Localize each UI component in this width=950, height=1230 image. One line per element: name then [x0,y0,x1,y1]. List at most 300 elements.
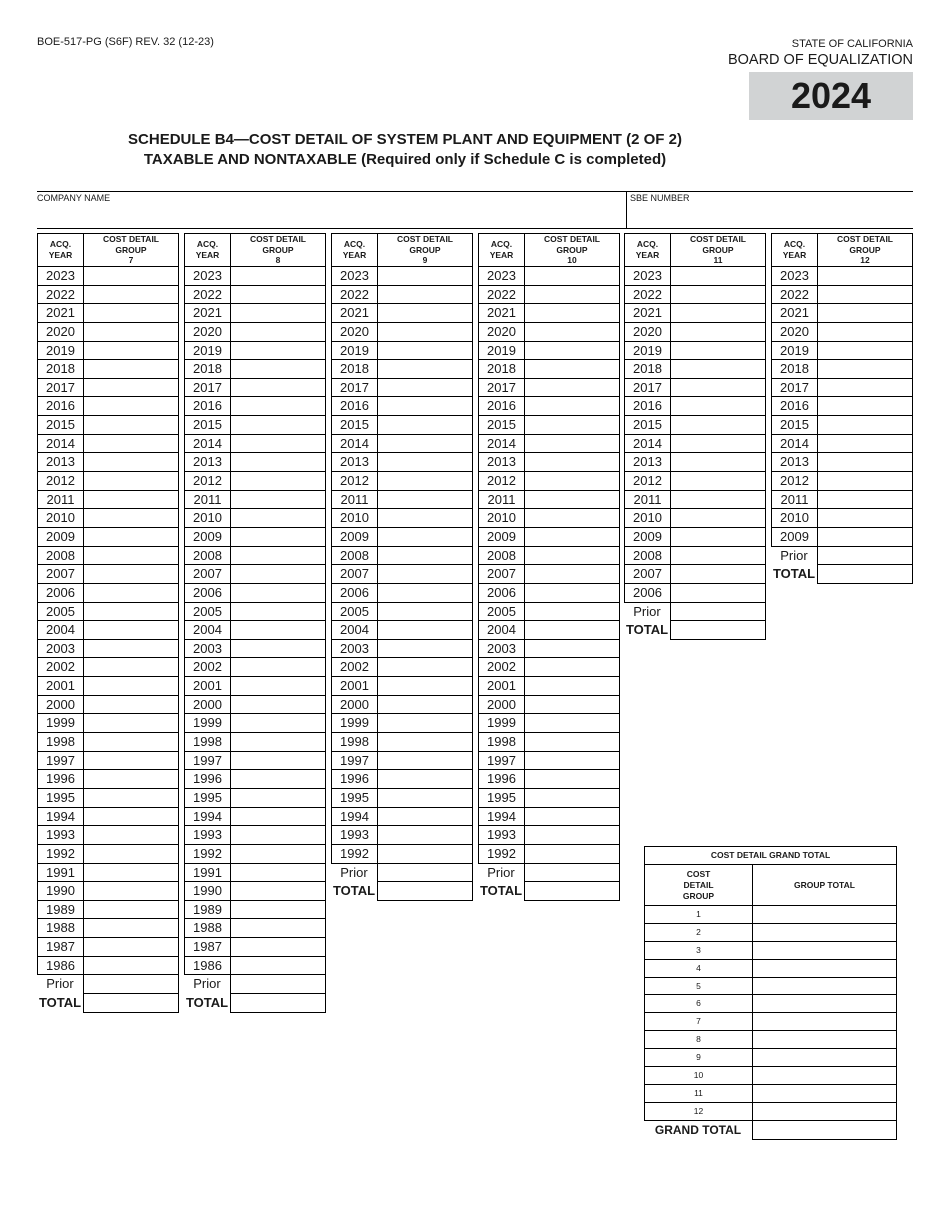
cost-input-cell[interactable] [83,919,179,938]
group-total-input[interactable] [752,1103,897,1121]
cost-input-cell[interactable] [83,323,179,342]
cost-input-cell[interactable] [230,845,326,864]
cost-input-cell[interactable] [524,360,620,379]
cost-input-cell[interactable] [230,677,326,696]
cost-input-cell[interactable] [670,491,766,510]
cost-input-cell[interactable] [377,677,473,696]
cost-input-cell[interactable] [524,323,620,342]
cost-input-cell[interactable] [817,491,913,510]
cost-input-cell[interactable] [230,528,326,547]
cost-input-cell[interactable] [377,491,473,510]
group-total-input[interactable] [752,1085,897,1103]
cost-input-cell[interactable] [83,752,179,771]
year-row [184,957,326,976]
cost-input-cell[interactable] [230,957,326,976]
total-input-cell[interactable] [83,994,179,1013]
acq-year-cell: 1996 [184,770,230,789]
cost-input-cell[interactable] [377,603,473,622]
acq-year-cell: 2016 [771,397,817,416]
cost-input-cell[interactable] [377,808,473,827]
cost-input-cell[interactable] [230,733,326,752]
grand-total-input[interactable] [752,1121,897,1140]
year-row [184,714,326,733]
cost-input-cell[interactable] [83,733,179,752]
cost-input-cell[interactable] [524,584,620,603]
acq-year-cell: 2023 [624,267,670,286]
cost-input-cell[interactable] [83,565,179,584]
year-row [37,658,179,677]
prior-input-cell[interactable] [817,547,913,566]
acq-year-cell: 2016 [624,397,670,416]
cost-input-cell[interactable] [524,789,620,808]
cost-input-cell[interactable] [230,621,326,640]
acq-year-cell: 2016 [478,397,524,416]
acq-year-cell: 1998 [331,733,377,752]
cost-input-cell[interactable] [377,658,473,677]
acq-year-cell: 2005 [478,603,524,622]
acq-year-cell: 2018 [184,360,230,379]
total-input-cell[interactable] [524,882,620,901]
cost-input-cell[interactable] [817,286,913,305]
cost-input-cell[interactable] [83,267,179,286]
cost-input-cell[interactable] [377,416,473,435]
cost-input-cell[interactable] [524,565,620,584]
cost-input-cell[interactable] [524,379,620,398]
year-row [37,789,179,808]
cost-input-cell[interactable] [83,397,179,416]
cost-input-cell[interactable] [83,901,179,920]
cost-input-cell[interactable] [83,547,179,566]
group-total-input[interactable] [752,1031,897,1049]
year-row [478,658,620,677]
cost-input-cell[interactable] [230,752,326,771]
year-row [331,509,473,528]
cost-input-cell[interactable] [524,603,620,622]
cost-input-cell[interactable] [670,528,766,547]
prior-label: Prior [340,864,368,880]
year-row [37,864,179,883]
cost-input-cell[interactable] [817,416,913,435]
cost-input-cell[interactable] [524,453,620,472]
prior-input-cell[interactable] [670,603,766,622]
cost-input-cell[interactable] [817,453,913,472]
cost-input-cell[interactable] [377,752,473,771]
cost-input-cell[interactable] [230,360,326,379]
group-number: 7 [128,255,134,266]
acq-year-cell: 2007 [331,565,377,584]
year-row [37,547,179,566]
year-row [771,491,913,510]
grand-total-row [644,960,897,978]
year-row [478,342,620,361]
prior-input-cell[interactable] [230,975,326,994]
cost-input-cell[interactable] [83,379,179,398]
year-row [37,677,179,696]
acq-year-cell: 1990 [184,882,230,901]
year-row [37,528,179,547]
group-total-input[interactable] [752,995,897,1013]
cost-input-cell[interactable] [670,453,766,472]
cost-input-cell[interactable] [524,696,620,715]
acq-year-cell: 2002 [37,658,83,677]
group-label: GROUP [115,244,147,255]
acq-year-header-text [196,239,220,261]
total-input-cell[interactable] [230,994,326,1013]
year-row [771,342,913,361]
year-row [184,658,326,677]
cost-input-cell[interactable] [524,714,620,733]
cost-input-cell[interactable] [83,714,179,733]
cost-input-cell[interactable] [524,547,620,566]
cost-input-cell[interactable] [83,938,179,957]
cost-input-cell[interactable] [230,379,326,398]
acq-year-cell: 2002 [184,658,230,677]
year-row [771,397,913,416]
cost-input-cell[interactable] [230,808,326,827]
year-row [771,453,913,472]
cost-input-cell[interactable] [230,323,326,342]
year-row [37,584,179,603]
cost-input-cell[interactable] [670,416,766,435]
acq-year-cell: 2015 [184,416,230,435]
cost-input-cell[interactable] [377,565,473,584]
cost-input-cell[interactable] [670,397,766,416]
acq-year-header [478,233,524,267]
cost-input-cell[interactable] [524,304,620,323]
cost-input-cell[interactable] [670,509,766,528]
acq-year-cell: 2022 [478,286,524,305]
cost-input-cell[interactable] [230,435,326,454]
year-row [37,286,179,305]
acq-year-header-text [783,239,807,261]
cost-input-cell[interactable] [817,323,913,342]
cost-input-cell[interactable] [83,509,179,528]
cost-input-cell[interactable] [670,379,766,398]
acq-year-cell: 1995 [37,789,83,808]
year-row [37,416,179,435]
cost-input-cell[interactable] [230,547,326,566]
cost-input-cell[interactable] [83,304,179,323]
cost-input-cell[interactable] [230,416,326,435]
cost-input-cell[interactable] [377,714,473,733]
acq-year-cell: 2005 [331,603,377,622]
acq-year-cell: 2007 [37,565,83,584]
acq-year-cell: 1995 [478,789,524,808]
acq-year-cell: 2021 [624,304,670,323]
year-row [331,677,473,696]
cost-input-cell[interactable] [377,640,473,659]
cost-input-cell[interactable] [377,304,473,323]
acq-year-cell: 2018 [331,360,377,379]
cost-detail-group-header [644,865,752,906]
cost-input-cell[interactable] [817,342,913,361]
year-row [478,286,620,305]
acq-year-cell: 2023 [771,267,817,286]
acq-year-cell: 2017 [37,379,83,398]
cost-input-cell[interactable] [524,342,620,361]
acq-year-cell: 2010 [331,509,377,528]
cost-input-cell[interactable] [83,696,179,715]
group-total-input[interactable] [752,978,897,996]
cost-input-cell[interactable] [524,435,620,454]
cost-input-cell[interactable] [230,584,326,603]
cost-input-cell[interactable] [524,528,620,547]
cost-input-cell[interactable] [230,826,326,845]
cost-input-cell[interactable] [377,453,473,472]
cost-detail-label: COST DETAIL [836,234,894,245]
cost-input-cell[interactable] [524,621,620,640]
cost-input-cell[interactable] [817,267,913,286]
cost-input-cell[interactable] [817,435,913,454]
cost-input-cell[interactable] [83,882,179,901]
cost-input-cell[interactable] [377,472,473,491]
cost-input-cell[interactable] [377,323,473,342]
prior-input-cell[interactable] [524,864,620,883]
cost-input-cell[interactable] [83,491,179,510]
cost-input-cell[interactable] [377,770,473,789]
cost-input-cell[interactable] [230,882,326,901]
acq-year-cell: 2013 [331,453,377,472]
acq-year-cell: 1988 [184,919,230,938]
cost-input-cell[interactable] [230,919,326,938]
cost-input-cell[interactable] [230,938,326,957]
cost-input-cell[interactable] [524,640,620,659]
group-number: 11 [713,255,723,266]
cost-input-cell[interactable] [670,304,766,323]
cost-input-cell[interactable] [83,453,179,472]
group-header [331,233,473,267]
cost-input-cell[interactable] [377,397,473,416]
cost-input-cell[interactable] [83,621,179,640]
group-total-input[interactable] [752,942,897,960]
cost-input-cell[interactable] [377,789,473,808]
cost-input-cell[interactable] [524,491,620,510]
cost-input-cell[interactable] [83,770,179,789]
cost-input-cell[interactable] [230,714,326,733]
cost-input-cell[interactable] [377,584,473,603]
cost-input-cell[interactable] [524,286,620,305]
group-total-input[interactable] [752,1049,897,1067]
cost-input-cell[interactable] [377,509,473,528]
grand-total-row [644,1103,897,1121]
cost-input-cell[interactable] [524,826,620,845]
cost-input-cell[interactable] [817,304,913,323]
year-row [478,435,620,454]
acq-year-cell: 1991 [184,864,230,883]
cost-input-cell[interactable] [230,658,326,677]
group-total-input[interactable] [752,1013,897,1031]
cost-input-cell[interactable] [670,472,766,491]
cost-input-cell[interactable] [83,584,179,603]
cost-input-cell[interactable] [817,397,913,416]
year-row [478,752,620,771]
cost-input-cell[interactable] [83,435,179,454]
cost-input-cell[interactable] [83,472,179,491]
year-row [184,770,326,789]
acq-year-cell: 2018 [37,360,83,379]
cost-input-cell[interactable] [230,509,326,528]
cost-input-cell[interactable] [377,528,473,547]
cost-input-cell[interactable] [524,770,620,789]
cost-input-cell[interactable] [230,472,326,491]
year-row [771,304,913,323]
cost-input-cell[interactable] [670,286,766,305]
year-row [184,826,326,845]
acq-year-cell: 1993 [478,826,524,845]
cost-input-cell[interactable] [230,267,326,286]
cost-input-cell[interactable] [83,603,179,622]
acq-year-cell: 2008 [184,547,230,566]
acq-year-cell: 1986 [184,957,230,976]
year-row [331,547,473,566]
cost-input-cell[interactable] [524,808,620,827]
acq-year-cell: 1994 [37,808,83,827]
cost-input-cell[interactable] [83,845,179,864]
acq-year-cell: 2003 [37,640,83,659]
prior-input-cell[interactable] [83,975,179,994]
cost-input-cell[interactable] [524,733,620,752]
cost-input-cell[interactable] [817,509,913,528]
acq-year-cell: 2007 [478,565,524,584]
year-row [184,621,326,640]
year-row [771,286,913,305]
cost-detail-header [83,233,179,267]
cost-input-cell[interactable] [670,342,766,361]
cost-input-cell[interactable] [377,379,473,398]
cost-input-cell[interactable] [377,696,473,715]
cost-input-cell[interactable] [230,640,326,659]
cost-input-cell[interactable] [230,491,326,510]
cost-input-cell[interactable] [377,286,473,305]
cost-input-cell[interactable] [83,808,179,827]
cost-input-cell[interactable] [817,528,913,547]
year-row [478,472,620,491]
year-row [184,901,326,920]
cost-input-cell[interactable] [817,379,913,398]
cost-input-cell[interactable] [524,845,620,864]
cost-input-cell[interactable] [230,397,326,416]
cost-input-cell[interactable] [83,789,179,808]
total-label: TOTAL [625,622,669,638]
prior-label: Prior [193,976,221,992]
cost-input-cell[interactable] [83,640,179,659]
cost-detail-header [377,233,473,267]
cost-input-cell[interactable] [817,472,913,491]
group-total-input[interactable] [752,906,897,924]
acq-year-cell: 2011 [184,491,230,510]
acq-year-cell: 2021 [478,304,524,323]
cost-input-cell[interactable] [524,472,620,491]
cost-input-cell[interactable] [230,304,326,323]
year-row [37,845,179,864]
total-input-cell[interactable] [377,882,473,901]
cost-input-cell[interactable] [83,360,179,379]
cost-input-cell[interactable] [83,286,179,305]
year-row [771,360,913,379]
year-row [331,286,473,305]
cost-input-cell[interactable] [83,416,179,435]
cost-input-cell[interactable] [524,397,620,416]
cost-input-cell[interactable] [83,677,179,696]
header-line: COST [686,868,711,879]
acq-year-cell: 2012 [331,472,377,491]
total-input-cell[interactable] [817,565,913,584]
year-row [478,379,620,398]
year-row [478,733,620,752]
cost-input-cell[interactable] [83,826,179,845]
cost-input-cell[interactable] [83,957,179,976]
cost-input-cell[interactable] [377,342,473,361]
acq-year-cell: 1999 [184,714,230,733]
cost-input-cell[interactable] [230,342,326,361]
cost-input-cell[interactable] [524,267,620,286]
schedule-subtitle: TAXABLE AND NONTAXABLE (Required only if Schedule C is completed) [143,151,667,168]
cost-input-cell[interactable] [83,528,179,547]
cost-input-cell[interactable] [230,770,326,789]
cost-input-cell[interactable] [524,752,620,771]
group-total-input[interactable] [752,1067,897,1085]
year-row [624,379,766,398]
year-row [184,789,326,808]
group-number-cell: 4 [644,960,752,978]
cost-input-cell[interactable] [377,267,473,286]
year-row [37,826,179,845]
cost-input-cell[interactable] [377,547,473,566]
cost-input-cell[interactable] [230,603,326,622]
cost-input-cell[interactable] [377,733,473,752]
acq-year-cell: 1993 [37,826,83,845]
cost-input-cell[interactable] [230,864,326,883]
cost-input-cell[interactable] [670,565,766,584]
cost-input-cell[interactable] [377,826,473,845]
cost-input-cell[interactable] [230,696,326,715]
group-total-input[interactable] [752,924,897,942]
total-label: TOTAL [479,883,523,899]
total-input-cell[interactable] [670,621,766,640]
cost-input-cell[interactable] [377,435,473,454]
cost-input-cell[interactable] [524,658,620,677]
cost-input-cell[interactable] [524,416,620,435]
cost-input-cell[interactable] [670,435,766,454]
acq-year-cell: 1995 [184,789,230,808]
cost-input-cell[interactable] [83,658,179,677]
acq-year-cell: 2016 [184,397,230,416]
cost-input-cell[interactable] [377,621,473,640]
cost-input-cell[interactable] [230,453,326,472]
grand-total-row [644,942,897,960]
cost-input-cell[interactable] [524,509,620,528]
cost-input-cell[interactable] [83,342,179,361]
cost-input-cell[interactable] [230,286,326,305]
cost-input-cell[interactable] [524,677,620,696]
cost-input-cell[interactable] [670,323,766,342]
year-row [184,472,326,491]
cost-input-cell[interactable] [670,267,766,286]
cost-input-cell[interactable] [377,360,473,379]
group-total-input[interactable] [752,960,897,978]
prior-input-cell[interactable] [377,864,473,883]
cost-input-cell[interactable] [230,901,326,920]
cost-input-cell[interactable] [377,845,473,864]
cost-input-cell[interactable] [670,360,766,379]
acq-year-cell: 2011 [37,491,83,510]
cost-input-cell[interactable] [670,547,766,566]
cost-input-cell[interactable] [670,584,766,603]
cost-input-cell[interactable] [230,565,326,584]
cost-input-cell[interactable] [230,789,326,808]
cost-input-cell[interactable] [817,360,913,379]
cost-input-cell[interactable] [83,864,179,883]
